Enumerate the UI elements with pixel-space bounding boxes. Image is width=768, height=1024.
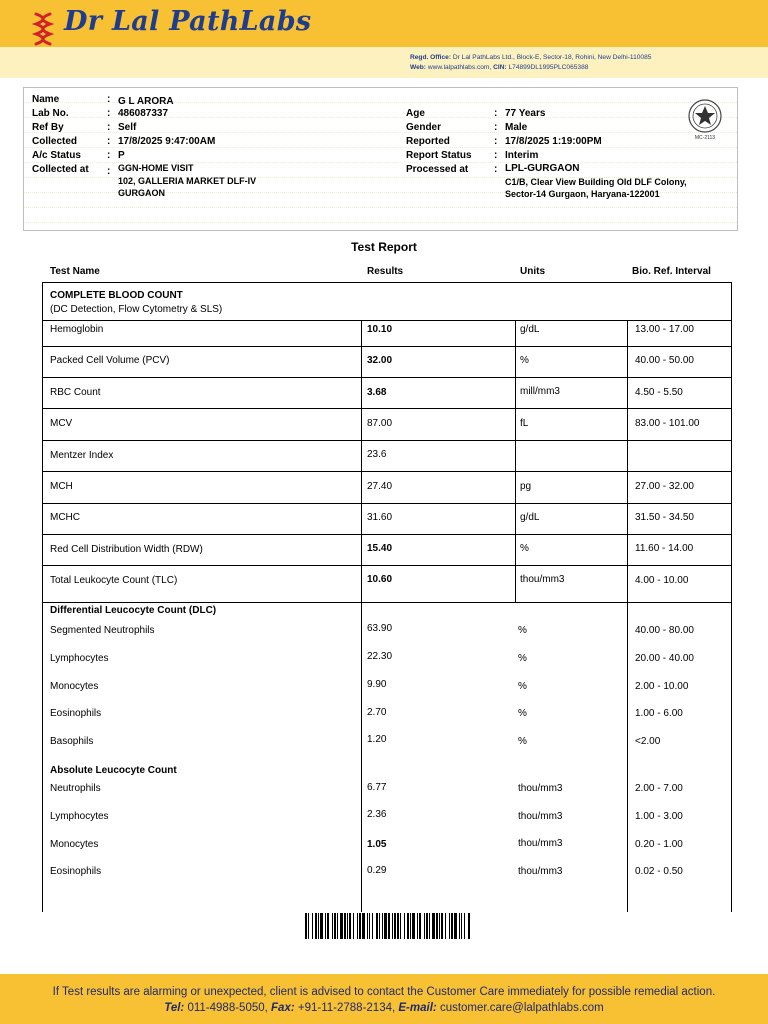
column-ref-interval: Bio. Ref. Interval xyxy=(632,266,711,277)
column-test-name: Test Name xyxy=(50,266,100,277)
value-processed-at: LPL-GURGAON xyxy=(505,163,580,174)
email-link[interactable]: customer.care@lalpathlabs.com xyxy=(439,1002,604,1014)
report-title: Test Report xyxy=(351,240,417,254)
section-method: (DC Detection, Flow Cytometry & SLS) xyxy=(50,304,223,315)
value-report-status: Interim xyxy=(505,150,539,161)
dlc-section-title: Differential Leucocyte Count (DLC) xyxy=(50,605,217,616)
brand-logo-text: Dr Lal PathLabs xyxy=(64,6,312,37)
label-collected: Collected xyxy=(32,136,78,147)
section-title: COMPLETE BLOOD COUNT xyxy=(50,290,183,301)
value-age: 77 Years xyxy=(505,108,546,119)
label-processed-at: Processed at xyxy=(406,164,469,175)
registered-office: Regd. Office: Dr Lal PathLabs Ltd., Block-E, Sector-18, Rohini, New Delhi-110085 Web: www.lalpathlabs.com, CIN: L74899DL1995PLC065388 xyxy=(410,54,652,71)
value-ac-status: P xyxy=(118,150,125,161)
value-collected-at-line3: GURGAON xyxy=(118,188,165,198)
label-reported: Reported xyxy=(406,136,450,147)
label-collected-at: Collected at xyxy=(32,164,89,175)
label-ref-by: Ref By xyxy=(32,122,64,133)
value-collected: 17/8/2025 9:47:00AM xyxy=(118,136,216,147)
svg-text:MC-2113: MC-2113 xyxy=(694,135,716,141)
value-gender: Male xyxy=(505,122,528,133)
column-units: Units xyxy=(520,266,545,277)
value-name: G L ARORA xyxy=(118,96,174,107)
dna-logo-icon xyxy=(32,12,54,46)
footer-contact: Tel: 011-4988-5050, Fax: +91-11-2788-2134, E-mail: customer.care@lalpathlabs.com xyxy=(164,1002,604,1014)
value-collected-at: GGN-HOME VISIT xyxy=(118,163,194,173)
label-report-status: Report Status xyxy=(406,150,472,161)
barcode-icon xyxy=(305,913,471,939)
value-collected-at-line2: 102, GALLERIA MARKET DLF-IV xyxy=(118,176,257,186)
value-processed-at-line2: C1/B, Clear View Building Old DLF Colony, xyxy=(505,177,687,187)
value-processed-at-line3: Sector-14 Gurgaon, Haryana-122001 xyxy=(505,189,660,199)
nabl-accreditation-seal-icon xyxy=(686,97,724,141)
column-results: Results xyxy=(367,266,404,277)
page-footer xyxy=(0,974,768,1024)
footer-advisory: If Test results are alarming or unexpected, client is advised to contact the Customer Care immediately for possible remedial action. xyxy=(52,986,716,998)
alc-section-title: Absolute Leucocyte Count xyxy=(50,765,177,776)
header-band xyxy=(0,47,768,78)
value-lab-no: 486087337 xyxy=(118,108,169,119)
label-lab-no: Lab No. xyxy=(32,108,69,119)
label-gender: Gender xyxy=(406,122,442,133)
page-header xyxy=(0,0,768,78)
label-name: Name xyxy=(32,94,60,105)
label-age: Age xyxy=(406,108,425,119)
value-ref-by: Self xyxy=(118,122,137,133)
value-reported: 17/8/2025 1:19:00PM xyxy=(505,136,602,147)
label-ac-status: A/c Status xyxy=(32,150,81,161)
